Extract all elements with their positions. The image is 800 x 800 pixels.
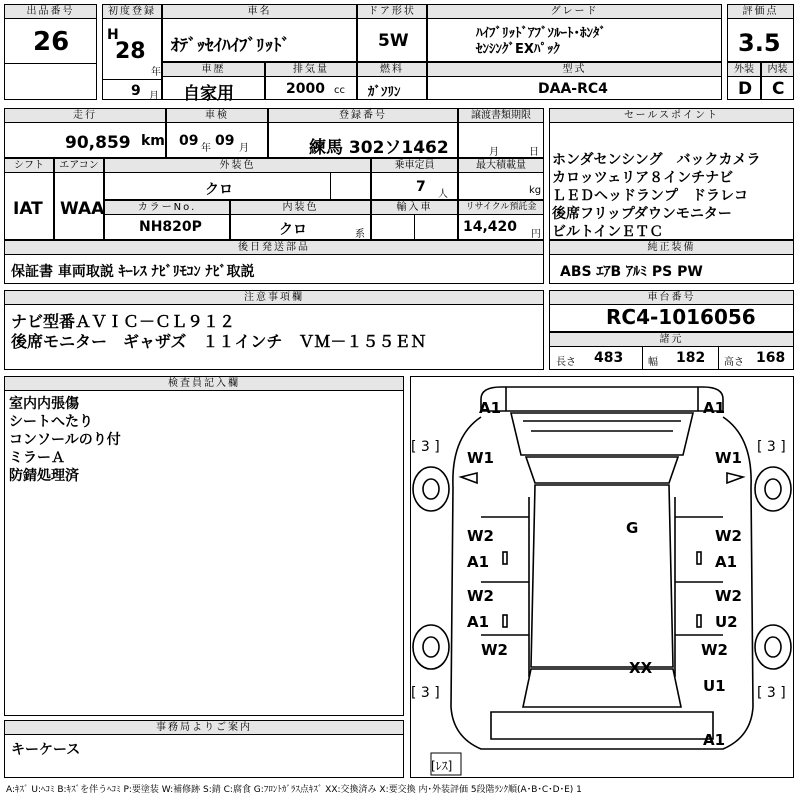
interior-grade: C [772,79,785,99]
exterior-grade-cell [727,62,761,100]
aircon: WAA [60,199,105,219]
era-h: H [107,27,119,43]
displacement-header: 排気量 [266,63,356,77]
grade-header: グレード [428,5,721,19]
damage-door1-left-bottom: A1 [467,553,490,571]
km-unit: km [141,133,165,149]
sales-point-item: カロッツェリア８インチナビ [552,170,734,186]
tire-front-left [413,467,449,511]
later-items: 保証書 車両取説 ｷｰﾚｽ ﾅﾋﾞﾘﾓｺﾝ ﾅﾋﾞ取説 [11,264,255,280]
tire-rear-left [413,625,449,669]
score-header: 評価点 [728,5,793,19]
exterior-header: 外装 [728,63,760,77]
tire-front-right-grade: [ 3 ] [757,439,786,455]
exterior-color-header: 外装色 [105,159,370,173]
interior-color-header: 内装色 [231,201,370,215]
damage-front-right: A1 [703,399,726,417]
mileage-header: 走行 [5,109,165,123]
genuine-equipment-header: 純正装備 [550,241,793,255]
inspection-month-unit: 月 [239,143,249,154]
tire-front-right [755,467,791,511]
damage-fender-right: W1 [715,449,742,467]
transfer-month-unit: 月 [489,147,499,158]
grade-line-1: ﾊｲﾌﾞﾘｯﾄﾞｱﾌﾞｿﾙｰﾄ･ﾎﾝﾀﾞ [476,26,606,41]
damage-glass: G [626,519,639,537]
inspector-note: ミラーＡ [9,450,65,466]
max-load-cell [458,158,544,200]
height-label: 高さ [724,357,744,368]
capacity: 7 [416,179,426,195]
inspection-year-unit: 年 [201,143,211,154]
chassis-number: RC4-1016056 [606,305,756,329]
fuel-cell [357,62,427,100]
capacity-header: 乗車定員 [372,159,457,173]
transfer-day-unit: 日 [529,147,539,158]
notes-cell [4,290,544,370]
displacement: 2000 [286,81,325,97]
hood-shape [511,413,693,455]
history-header: 車歴 [163,63,264,77]
inspector-note: 防錆処理済 [9,468,79,484]
inspector-note: コンソールのり付 [9,432,121,448]
grade-line-2: ｾﾝｼﾝｸﾞEXﾊﾟｯｸ [476,42,560,57]
color-number-header: カラーNo. [105,201,229,215]
inspection-header: 車検 [167,109,267,123]
year-unit: 年 [151,67,161,78]
capacity-unit: 人 [438,189,448,200]
car-history: 自家用 [183,84,234,104]
aircon-header: エアコン [55,159,103,173]
exterior-color: クロ [205,182,233,198]
sales-point-item: ホンダセンシング バックカメラ [552,152,761,168]
transfer-deadline-cell [458,108,544,158]
capacity-cell [371,158,458,200]
registration-year: 28 [115,39,146,64]
interior-color-cell [230,200,371,240]
damage-door2-left-bottom: A1 [467,613,490,631]
mileage-cell [4,108,166,158]
length-label: 長さ [556,357,576,368]
damage-door1-left-top: W2 [467,527,494,545]
spare-tire-grade: [ﾚｽ] [431,759,453,773]
chassis-header: 車台番号 [550,291,793,305]
cc-unit: cc [334,85,345,96]
damage-door1-right-top: W2 [715,527,742,545]
interior-header: 内装 [762,63,793,77]
model-code: DAA-RC4 [538,81,608,97]
interior-grade-cell [761,62,794,100]
color-number: NH820P [139,219,202,235]
inspection-year: 09 [179,133,199,149]
fuel-type: ｶﾞｿﾘﾝ [368,85,401,100]
note-line: 後席モニター ギャザズ １１インチ ＶＭ－１５５ＥＮ [11,332,427,351]
legend-footer: A:ｷｽﾞ U:ﾍｺﾐ B:ｷｽﾞを伴うﾍｺﾐ P:要塗装 W:補修跡 S:錆 C:腐食 G:ﾌﾛﾝﾄｶﾞﾗｽ点ｷｽﾞ XX:交換済み X:要交換 内･外装評価 5段階ﾗﾝｸ順(A･B･C･D･E) 1 [6,785,582,795]
interior-color: クロ [279,222,307,238]
roof-shape [531,485,673,667]
mileage: 90,859 [65,133,131,153]
damage-fender-left: W1 [467,449,494,467]
recycle-header: リサイクル預託金 [459,201,543,215]
width-label: 幅 [648,357,658,368]
height: 168 [756,350,786,366]
import-header: 輸入車 [372,201,457,215]
yen-unit: 円 [531,229,541,240]
displacement-cell [265,62,357,100]
interior-color-unit: 系 [355,229,365,240]
model-header: 型式 [428,63,721,77]
tire-rear-left-grade: [ 3 ] [411,685,440,701]
inspector-notes-header: 検査員記入欄 [5,377,403,391]
lot-number: 26 [33,27,70,57]
inspector-note: シートへたり [9,414,93,430]
office-notice-header: 事務局よりご案内 [5,721,403,735]
sales-point-item: 後席フリップダウンモニター [552,206,732,222]
registration-number: 練馬 302ソ1462 [309,138,449,158]
score-cell [727,4,794,62]
notes-header: 注意事項欄 [5,291,543,305]
fuel-header: 燃料 [358,63,426,77]
recycle-cell [458,200,544,240]
lot-number-cell [4,4,97,100]
grade-cell [427,4,722,62]
shift-cell [4,158,54,240]
score-value: 3.5 [738,29,781,57]
tire-rear-right-grade: [ 3 ] [757,685,786,701]
max-load-header: 最大積載量 [459,159,543,173]
exterior-color-cell [104,158,371,200]
office-notice-cell [4,720,404,778]
rear-glass-shape [523,669,681,707]
damage-rear-xx: XX [629,659,653,677]
sales-point-item: ＬＥＤヘッドランプ ドラレコ [552,188,748,204]
car-name-header: 車名 [163,5,356,19]
length: 483 [594,350,624,366]
tire-rear-right [755,625,791,669]
later-items-header: 後日発送部品 [5,241,543,255]
office-notice: キーケース [11,742,81,758]
damage-rear-u: U1 [703,677,726,695]
history-cell [162,62,265,104]
damage-door1-right-bottom: A1 [715,553,738,571]
inspection-cell [166,108,268,158]
lot-number-header: 出品番号 [5,5,96,19]
width: 182 [676,350,706,366]
rear-bumper-shape [491,712,713,739]
inspector-notes-cell [4,376,404,716]
door-cell [357,4,427,62]
sales-points-cell [549,108,794,240]
note-line: ナビ型番ＡＶＩＣ－ＣＬ９１２ [11,312,236,331]
shift: IAT [13,199,43,219]
shift-header: シフト [5,159,53,173]
inspector-note: 室内内張傷 [9,396,79,412]
damage-door2-right-top: W2 [715,587,742,605]
exterior-grade: D [738,79,753,99]
color-number-cell [104,200,230,240]
windshield-shape [526,457,678,483]
body-outline [451,417,753,749]
damage-rear-bumper: A1 [703,731,726,749]
model-cell [427,62,722,100]
car-name: ｵﾃﾞｯｾｲﾊｲﾌﾞﾘｯﾄﾞ [171,36,290,56]
registration-month: 9 [131,83,141,99]
first-registration-header: 初度登録 [103,5,161,19]
damage-diagram [410,376,794,778]
car-name-cell [162,4,357,62]
specs-cell [549,332,794,370]
door-type: 5W [378,31,409,51]
damage-rear-right: W2 [701,641,728,659]
door-header: ドア形状 [358,5,426,19]
first-registration-cell [102,4,162,100]
transfer-deadline-header: 譲渡書類期限 [459,109,543,123]
sales-point-item: ビルトインＥＴＣ [552,224,664,240]
damage-door2-right-bottom: U2 [715,613,738,631]
registration-number-cell [268,108,458,158]
damage-rear-left: W2 [481,641,508,659]
damage-front-left: A1 [479,399,502,417]
month-unit: 月 [149,91,159,102]
registration-number-header: 登録番号 [269,109,457,123]
genuine-equipment-cell [549,240,794,284]
car-outline-diagram [411,377,793,777]
chassis-cell [549,290,794,332]
specs-header: 諸元 [550,333,793,347]
front-bumper-shape [481,387,723,411]
aircon-cell [54,158,104,240]
import-cell [371,200,458,240]
sales-points-header: セールスポイント [550,109,793,123]
damage-door2-left-top: W2 [467,587,494,605]
later-items-cell [4,240,544,284]
genuine-equipment: ABS ｴｱB ｱﾙﾐ PS PW [560,264,703,280]
kg-unit: kg [529,185,542,196]
tire-front-left-grade: [ 3 ] [411,439,440,455]
inspection-month: 09 [215,133,235,149]
recycle-fee: 14,420 [463,219,518,235]
